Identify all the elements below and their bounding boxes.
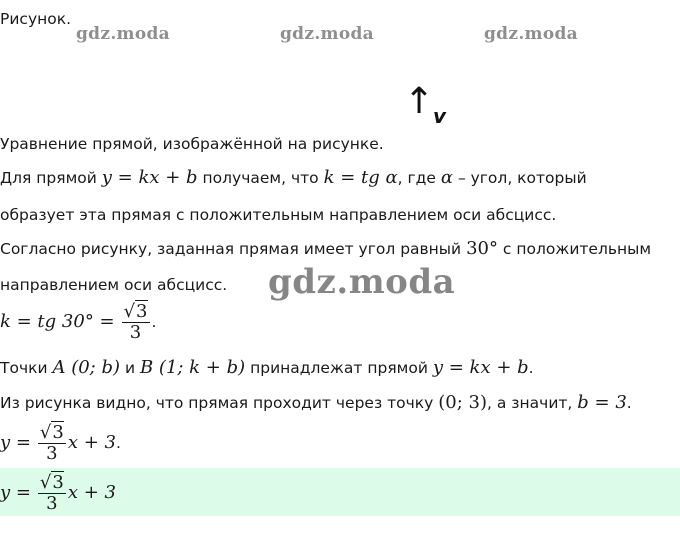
formula: A (0; b) (52, 357, 121, 378)
text: Для прямой (0, 169, 97, 187)
watermark-2: gdz.moda (280, 24, 374, 44)
line-4 (0, 239, 651, 259)
line-1 (0, 134, 384, 154)
line-5 (0, 275, 227, 295)
line-2 (0, 168, 587, 188)
formula: (0; 3) (438, 392, 488, 413)
formula: x + 3 (67, 482, 116, 503)
text: . (151, 313, 157, 331)
text: и (124, 359, 136, 377)
watermark-large: gdz.moda (268, 262, 456, 302)
text: Точки (0, 359, 48, 377)
formula: α (440, 167, 453, 188)
text: . (116, 434, 121, 452)
text: направлением оси абсцисс. (0, 276, 228, 294)
denominator: 3 (46, 443, 58, 464)
figure-label: Рисунок. (0, 10, 72, 28)
text: получаем, что (202, 169, 319, 187)
numerator: 3 (136, 301, 148, 322)
text: . (626, 394, 632, 412)
denominator: 3 (129, 322, 142, 343)
text: принадлежат прямой (250, 359, 428, 377)
formula: B (1; k + b) (139, 357, 246, 378)
watermark-3: gdz.moda (484, 24, 578, 44)
formula: y = kx + b (432, 357, 529, 378)
numerator: 3 (52, 422, 64, 443)
fraction: $\frac{√3}{3}$ (39, 422, 64, 464)
text: . (528, 359, 534, 377)
answer-line (0, 468, 116, 518)
text: Согласно рисунку, заданная прямая имеет угол равный (0, 240, 462, 258)
numerator: 3 (52, 472, 64, 493)
formula: k = tg α (323, 167, 398, 188)
fraction: $\frac{√3}{3}$ (39, 472, 64, 514)
formula: 30° (466, 238, 498, 259)
text: , а значит, (487, 394, 573, 412)
text: с положительным (502, 240, 652, 258)
text: образует эта прямая с положительным направлением оси абсцисс. (0, 206, 557, 224)
formula: y = (0, 482, 31, 503)
text: – угол, который (457, 169, 587, 187)
line-3 (0, 205, 556, 225)
formula: y = kx + b (101, 167, 198, 188)
denominator: 3 (46, 493, 58, 514)
formula: b = 3 (577, 392, 627, 413)
formula: y = (0, 432, 31, 453)
fraction: $\frac{√3}{3}$ (123, 301, 148, 343)
line-7 (0, 358, 534, 378)
line-6 (0, 300, 156, 344)
text: Уравнение прямой, изображённой на рисунке. (0, 135, 384, 153)
formula: x + 3 (67, 432, 116, 453)
watermark-1: gdz.moda (76, 24, 170, 44)
text: Из рисунка видно, что прямая проходит через точку (0, 394, 434, 412)
line-8 (0, 393, 632, 413)
axis-label: v (433, 104, 447, 128)
formula: k = tg 30° = (0, 311, 115, 332)
line-9 (0, 418, 121, 468)
text: , где (397, 169, 436, 187)
axis-arrow-icon: ↑ (404, 81, 435, 122)
